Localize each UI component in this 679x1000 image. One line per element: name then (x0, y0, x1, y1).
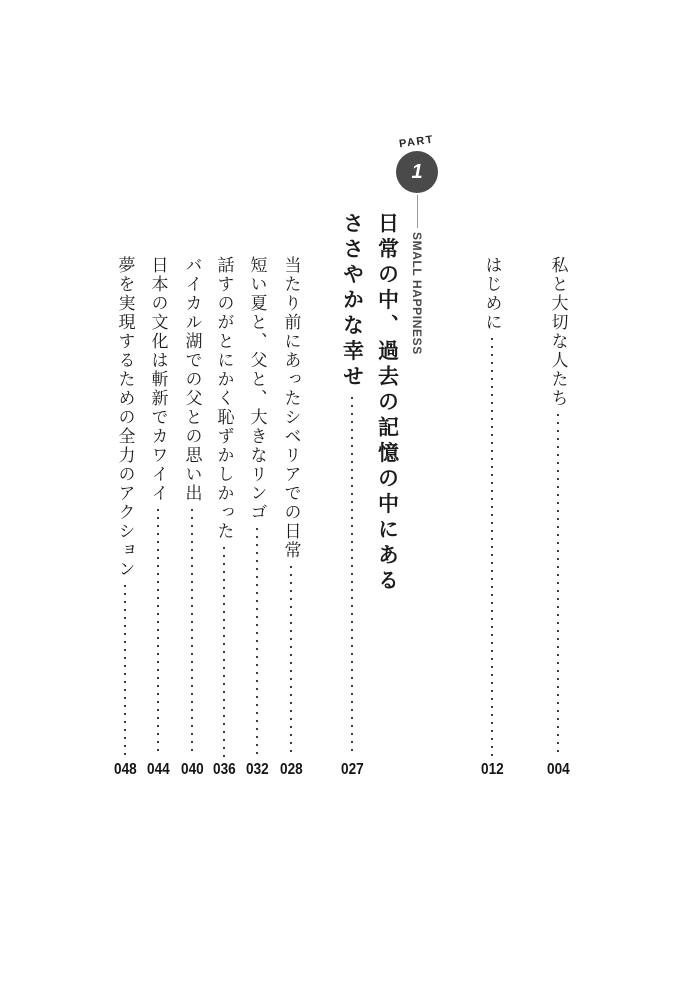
toc-page-number: 028 (279, 761, 303, 778)
toc-leader (191, 509, 193, 757)
toc-leader (124, 585, 126, 757)
toc-leader (256, 528, 258, 757)
part-kicker-label: PART (398, 133, 436, 151)
toc-entry (541, 256, 575, 778)
toc-page-number: 027 (340, 761, 364, 778)
toc-leader (351, 397, 353, 758)
toc-page-number: 036 (212, 761, 236, 778)
toc-leader (491, 338, 493, 757)
toc-entry (141, 256, 175, 778)
toc-leader (223, 547, 225, 757)
section-title-line1 (367, 212, 407, 595)
toc-entry-title: 私と大切な人たち (548, 256, 568, 408)
section-title-text: ささやかな幸せ (340, 212, 364, 391)
toc-leader (290, 566, 292, 757)
toc-page-number: 048 (113, 761, 137, 778)
toc-entry (274, 256, 308, 778)
toc-entry-title: 夢を実現するための全力のアクション (115, 256, 135, 579)
toc-page-number: 004 (546, 761, 570, 778)
toc-entry (240, 256, 274, 778)
toc-entry (175, 256, 209, 778)
section-title-line2 (332, 212, 372, 778)
toc-entry-title: はじめに (482, 256, 502, 332)
toc-page-number: 044 (146, 761, 170, 778)
toc-entry-title: 話すのがとにかく恥ずかしかった (214, 256, 234, 541)
toc-leader (557, 414, 559, 757)
toc-entry (108, 256, 142, 778)
part-subtitle: SMALL HAPPINESS (410, 232, 424, 355)
part-number-badge (396, 151, 438, 193)
part-connector-line (417, 195, 418, 228)
section-title-text: 日常の中、過去の記憶の中にある (375, 212, 399, 595)
toc-entry (475, 256, 509, 778)
toc-entry (207, 256, 241, 778)
toc-page-number: 032 (245, 761, 269, 778)
toc-page-number: 012 (480, 761, 504, 778)
toc-leader (157, 509, 159, 757)
toc-page-number: 040 (180, 761, 204, 778)
toc-entry-title: 当たり前にあったシベリアでの日常 (281, 256, 301, 560)
toc-entry-title: 短い夏と、父と、大きなリンゴ (247, 256, 267, 522)
part-number: 1 (411, 161, 423, 183)
toc-entry-title: バイカル湖での父との思い出 (182, 256, 202, 503)
toc-entry-title: 日本の文化は斬新でカワイイ (148, 256, 168, 503)
